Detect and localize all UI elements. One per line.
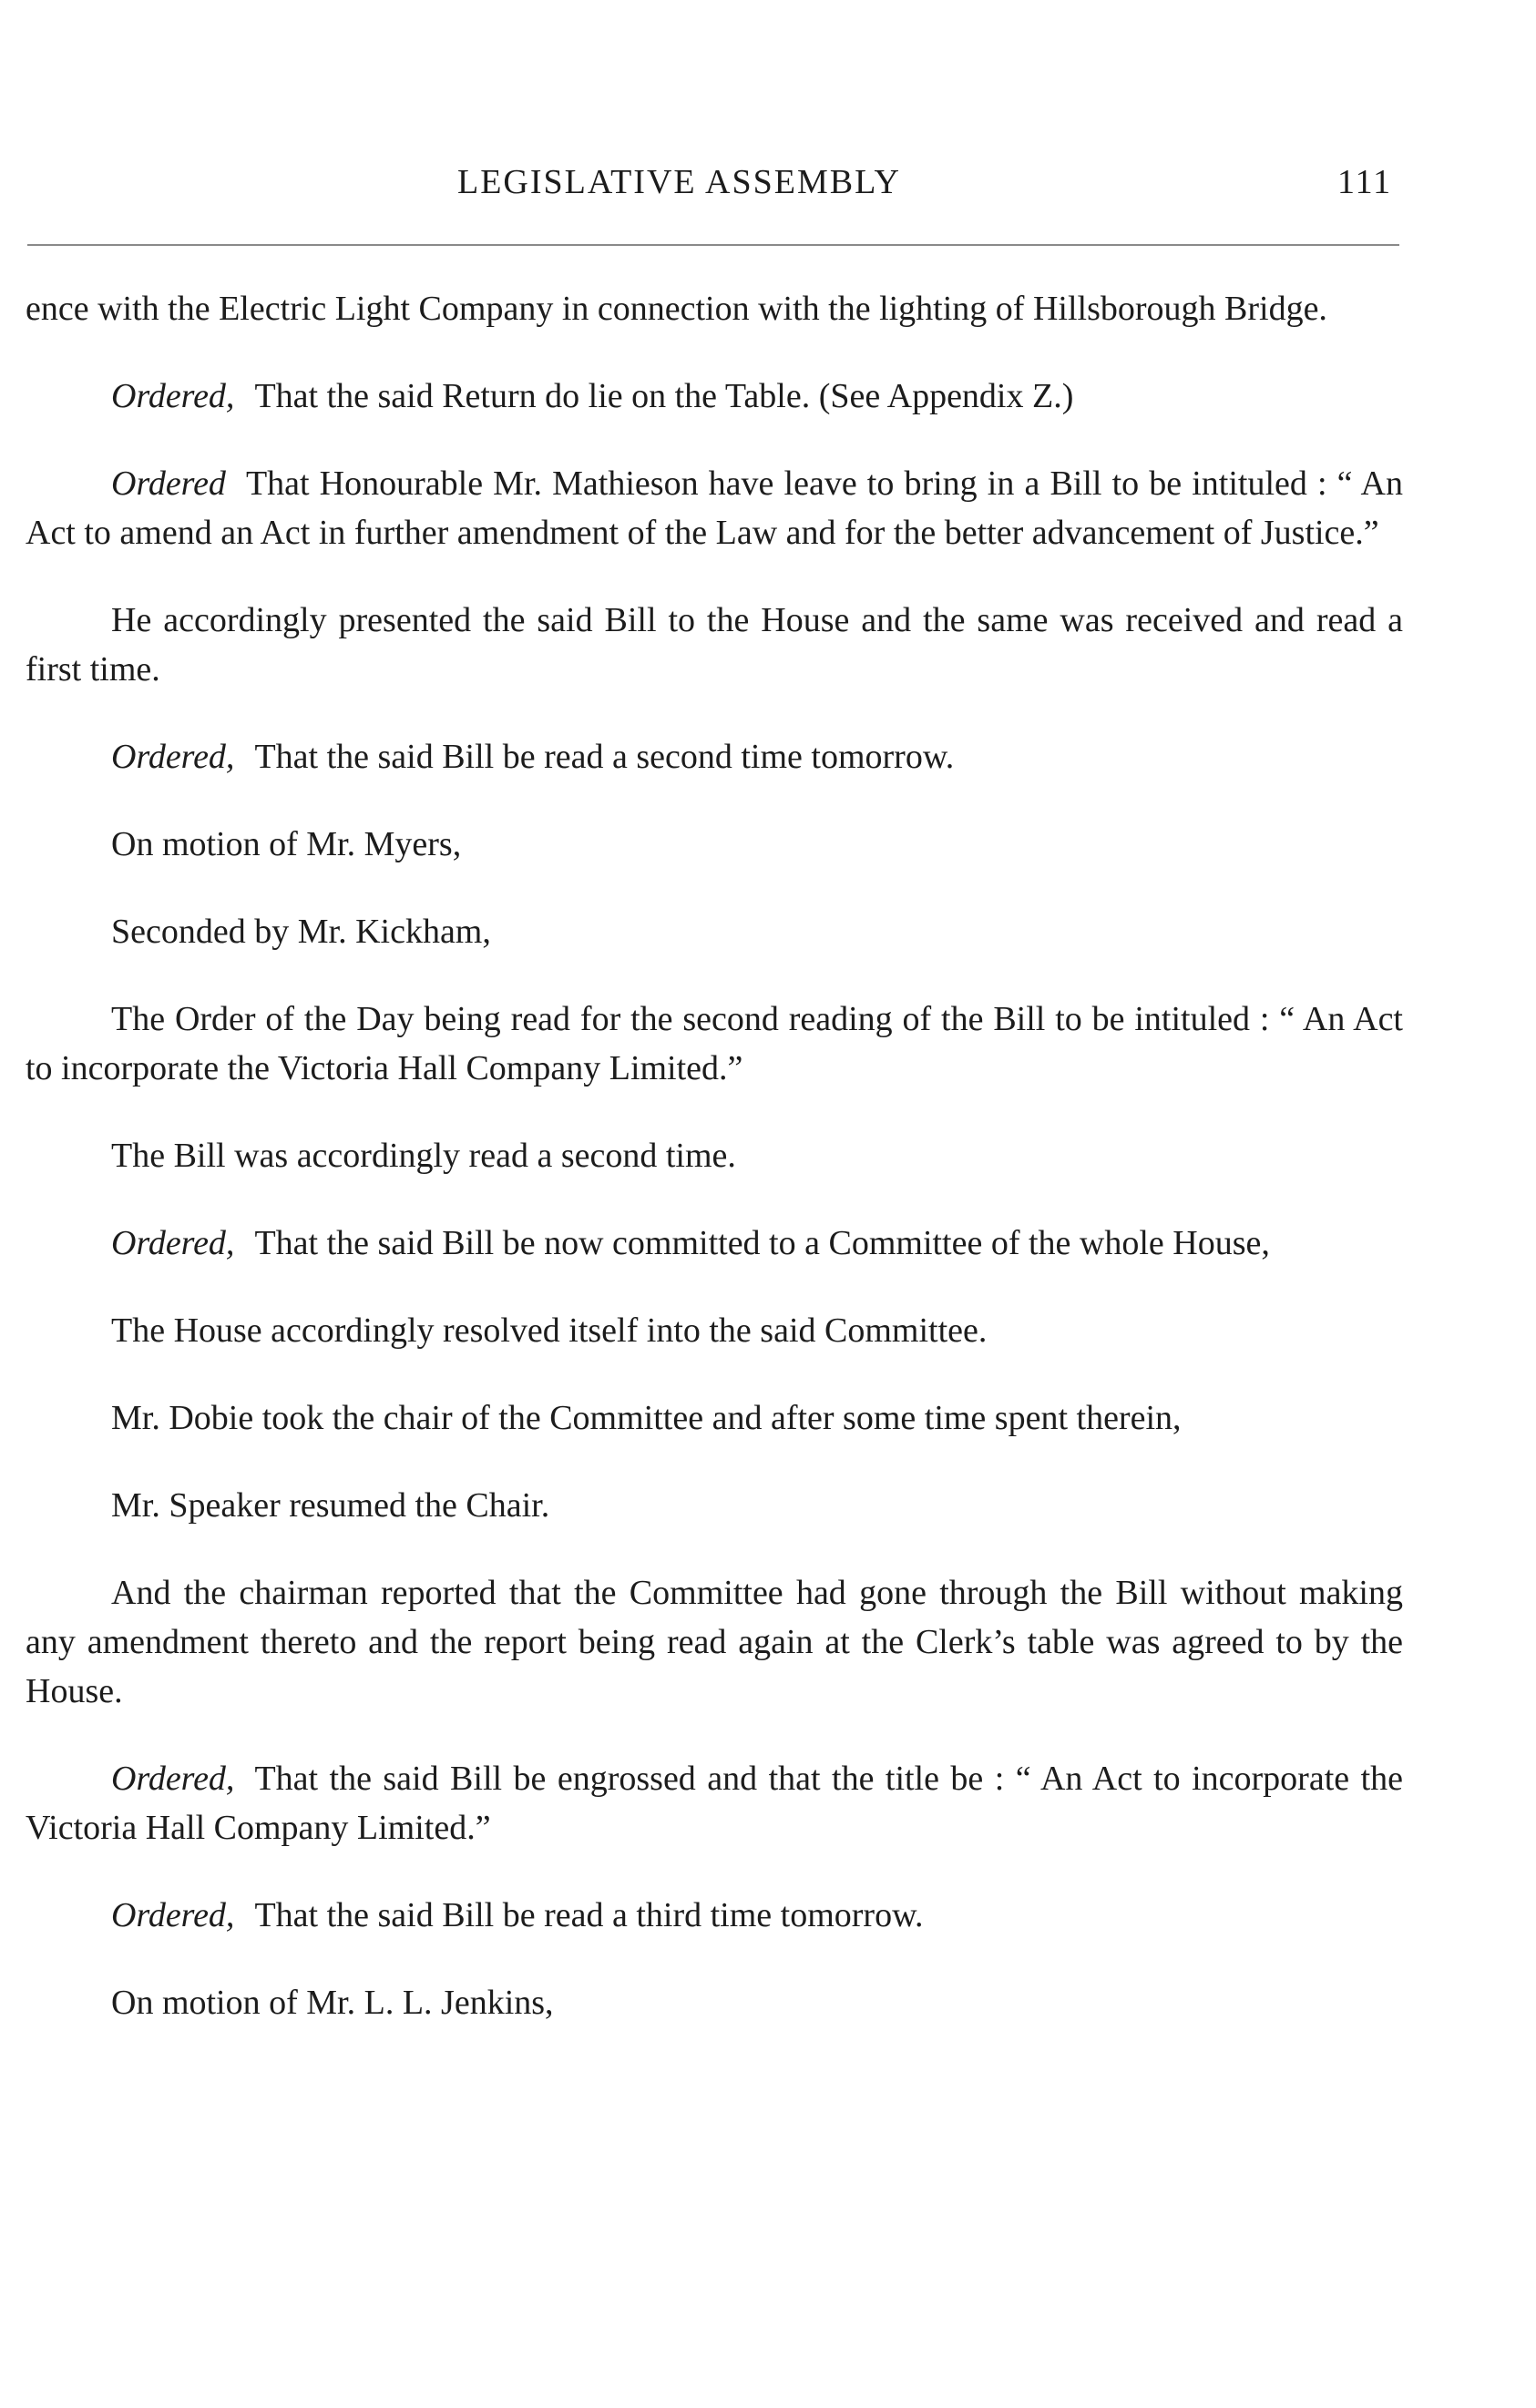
paragraph	[26, 820, 1403, 869]
paragraph-text: The House accordingly resolved itself into the said Committee.	[111, 1311, 988, 1350]
paragraph	[26, 1481, 1403, 1530]
paragraph	[26, 1306, 1403, 1355]
paragraph	[26, 1978, 1403, 2027]
paragraph	[26, 284, 1403, 333]
paragraph	[26, 732, 1403, 781]
paragraph-lead: Ordered,	[111, 1896, 235, 1934]
body-text	[26, 284, 1403, 2066]
paragraph-text: That the said Bill be read a third time tomorrow.	[254, 1896, 924, 1934]
paragraph-text: That the said Return do lie on the Table. (See Appendix Z.)	[254, 377, 1074, 415]
paragraph-text: ence with the Electric Light Company in connection with the lighting of Hillsborough Bridge.	[26, 290, 1327, 328]
paragraph-lead: Ordered	[111, 464, 226, 503]
page-number: 111	[1337, 163, 1393, 201]
page-title: LEGISLATIVE ASSEMBLY	[457, 163, 901, 201]
paragraph	[26, 1568, 1403, 1716]
paragraph	[26, 1219, 1403, 1268]
paragraph-lead: Ordered,	[111, 1224, 235, 1262]
paragraph	[26, 1754, 1403, 1852]
paragraph-text: That the said Bill be now committed to a Committee of the whole House,	[254, 1224, 1270, 1262]
paragraph	[26, 1393, 1403, 1443]
paragraph-text: The Bill was accordingly read a second time.	[111, 1137, 736, 1175]
paragraph	[26, 1891, 1403, 1940]
paragraph-text: He accordingly presented the said Bill to the House and the same was received and read a first time.	[26, 601, 1403, 689]
paragraph	[26, 1131, 1403, 1180]
paragraph-text: On motion of Mr. Myers,	[111, 825, 462, 863]
paragraph-text: On motion of Mr. L. L. Jenkins,	[111, 1984, 554, 2022]
paragraph	[26, 995, 1403, 1093]
paragraph	[26, 907, 1403, 956]
paragraph-text: The Order of the Day being read for the second reading of the Bill to be intituled : “ An Act to incorporate the Victoria Hall Company Limited.”	[26, 1000, 1403, 1087]
paragraph-lead: Ordered,	[111, 738, 235, 776]
paragraph	[26, 372, 1403, 421]
paragraph-lead: Ordered,	[111, 1760, 235, 1798]
paragraph-text: And the chairman reported that the Committee had gone through the Bill without making any amendment thereto and the report being read again at the Clerk’s table was agreed to by the House.	[26, 1574, 1403, 1710]
paragraph-text: That Honourable Mr. Mathieson have leave to bring in a Bill to be intituled : “ An Act to amend an Act in further amendment of the Law and for the better advancement of Justice.”	[26, 464, 1403, 552]
paragraph-text: That the said Bill be read a second time tomorrow.	[254, 738, 955, 776]
paragraph-text: Mr. Dobie took the chair of the Committee and after some time spent therein,	[111, 1399, 1182, 1437]
running-head	[0, 162, 1536, 208]
paragraph-text: Mr. Speaker resumed the Chair.	[111, 1486, 550, 1525]
header-rule	[27, 244, 1399, 246]
paragraph	[26, 596, 1403, 694]
paragraph	[26, 459, 1403, 557]
paragraph-text: Seconded by Mr. Kickham,	[111, 913, 491, 951]
paragraph-text: That the said Bill be engrossed and that the title be : “ An Act to incorporate the Victoria Hall Company Limited.”	[26, 1760, 1403, 1847]
paragraph-lead: Ordered,	[111, 377, 235, 415]
